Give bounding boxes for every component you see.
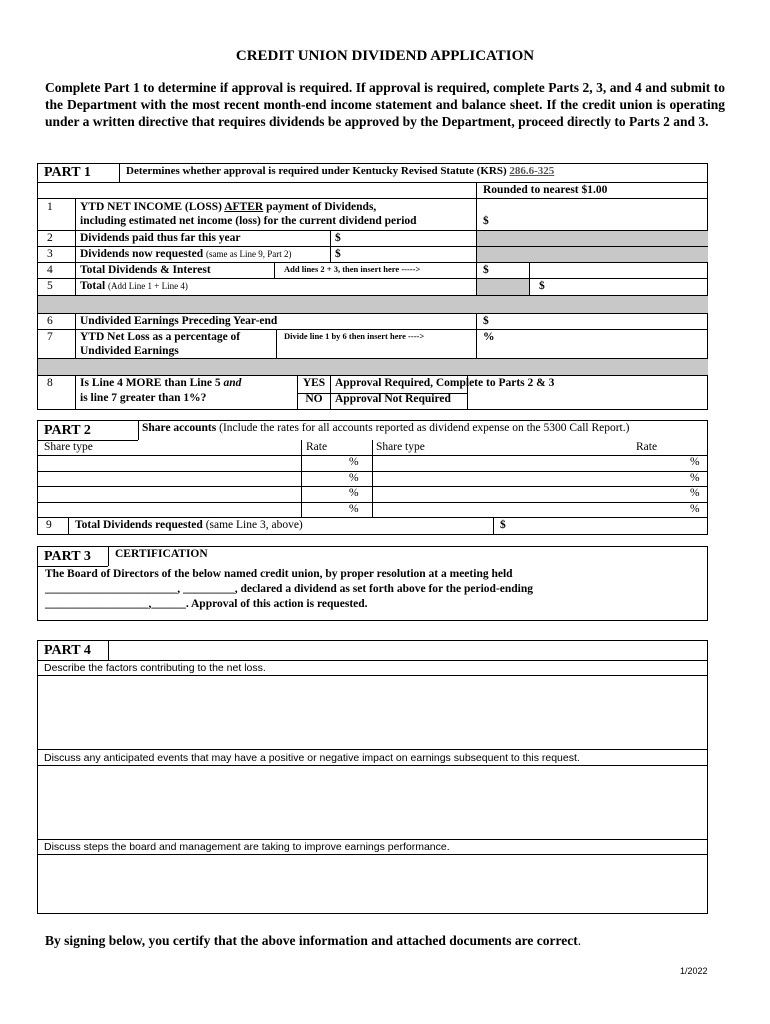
certification-line-2[interactable]: _______________________, _________, declared a dividend as set forth above for the period-ending <box>45 583 534 595</box>
rate-pct[interactable]: % <box>349 472 359 484</box>
line-9-label: Total Dividends requested (same Line 3, above) <box>75 519 303 531</box>
line-7-label-2: Undivided Earnings <box>80 345 179 357</box>
rate-header-1: Rate <box>306 441 328 453</box>
line-5-number: 5 <box>47 280 53 292</box>
line-6-number: 6 <box>47 315 53 327</box>
line-2-label: Dividends paid thus far this year <box>80 232 241 244</box>
line-2-value[interactable]: $ <box>335 232 341 244</box>
rate-pct[interactable]: % <box>349 487 359 499</box>
rounded-note: Rounded to nearest $1.00 <box>483 184 608 196</box>
line-7-label: YTD Net Loss as a percentage of <box>80 331 241 343</box>
line-1-label: YTD NET INCOME (LOSS) AFTER payment of Dividends, <box>80 201 377 213</box>
line-5-value[interactable]: $ <box>539 280 545 292</box>
question-2: Discuss any anticipated events that may have a positive or negative impact on earnings subsequent to this request. <box>44 752 580 764</box>
part2-label: PART 2 <box>44 423 91 438</box>
part2-table <box>37 420 708 535</box>
question-1: Describe the factors contributing to the net loss. <box>44 662 266 674</box>
line-8-label: Is Line 4 MORE than Line 5 and <box>80 377 242 389</box>
share-type-header-1: Share type <box>44 441 93 453</box>
share-type-header-2: Share type <box>376 441 425 453</box>
line-4-note: Add lines 2 + 3, then insert here -----> <box>284 264 421 274</box>
rate-pct[interactable]: % <box>690 503 700 515</box>
line-6-value[interactable]: $ <box>483 315 489 327</box>
rate-header-2: Rate <box>636 441 658 453</box>
part1-table <box>37 163 708 410</box>
certification-line-3[interactable]: __________________,______. Approval of this action is requested. <box>45 598 368 610</box>
krs-link[interactable]: 286.6-325 <box>509 165 555 177</box>
part3-section <box>37 546 708 621</box>
certification-line-1: The Board of Directors of the below named credit union, by proper resolution at a meeting held <box>45 568 513 580</box>
line-2-number: 2 <box>47 232 53 244</box>
part1-description: Determines whether approval is required under Kentucky Revised Statute (KRS) 286.6-325 <box>126 165 555 177</box>
line-3-value[interactable]: $ <box>335 248 341 260</box>
line-9-number: 9 <box>46 519 52 531</box>
line-1-label-2: including estimated net income (loss) for the current dividend period <box>80 215 417 227</box>
rate-pct[interactable]: % <box>690 472 700 484</box>
answer-3-area[interactable] <box>39 855 707 913</box>
rate-pct[interactable]: % <box>349 503 359 515</box>
line-4-label: Total Dividends & Interest <box>80 264 211 276</box>
no-option[interactable]: NO <box>305 393 323 405</box>
line-7-value[interactable]: % <box>483 331 495 343</box>
rate-pct[interactable]: % <box>690 456 700 468</box>
line-7-note: Divide line 1 by 6 then insert here ----> <box>284 331 425 341</box>
line-5-label: Total (Add Line 1 + Line 4) <box>80 280 188 292</box>
rate-pct[interactable]: % <box>690 487 700 499</box>
no-result: Approval Not Required <box>335 393 451 405</box>
answer-2-area[interactable] <box>39 766 707 838</box>
line-4-value[interactable]: $ <box>483 264 489 276</box>
yes-option[interactable]: YES <box>302 377 326 389</box>
line-1-number: 1 <box>47 201 53 213</box>
line-6-label: Undivided Earnings Preceding Year-end <box>80 315 278 327</box>
line-1-value[interactable]: $ <box>483 215 489 227</box>
certification-heading: CERTIFICATION <box>115 548 208 560</box>
part2-description: Share accounts (Include the rates for all accounts reported as dividend expense on the 5300 Call Report.) <box>142 422 630 434</box>
answer-1-area[interactable] <box>39 676 707 748</box>
line-7-number: 7 <box>47 331 53 343</box>
line-4-number: 4 <box>47 264 53 276</box>
line-3-label: Dividends now requested (same as Line 9, Part 2) <box>80 248 292 260</box>
page-title: CREDIT UNION DIVIDEND APPLICATION <box>235 48 535 64</box>
yes-result: Approval Required, Complete to Parts 2 & 3 <box>335 377 555 389</box>
part4-label: PART 4 <box>44 643 91 658</box>
signature-statement: By signing below, you certify that the above information and attached documents are correct. <box>45 933 582 948</box>
line-8-label-2: is line 7 greater than 1%? <box>80 392 207 404</box>
part1-label: PART 1 <box>44 165 91 180</box>
line-3-number: 3 <box>47 248 53 260</box>
question-3: Discuss steps the board and management are taking to improve earnings performance. <box>44 841 450 853</box>
form-version: 1/2022 <box>680 966 708 976</box>
part4-section <box>37 640 708 914</box>
line-8-number: 8 <box>47 377 53 389</box>
line-9-value[interactable]: $ <box>500 519 506 531</box>
instructions: Complete Part 1 to determine if approval is required. If approval is required, complete Parts 2, 3, and 4 and submit to the Department with the most recent month-end income statement and balance sheet. If the credit union is operating under a written directive that requires dividends be approved by the Department, proceed directly to Parts 2 and 3. <box>45 80 725 129</box>
rate-pct[interactable]: % <box>349 456 359 468</box>
part3-label: PART 3 <box>44 549 91 564</box>
